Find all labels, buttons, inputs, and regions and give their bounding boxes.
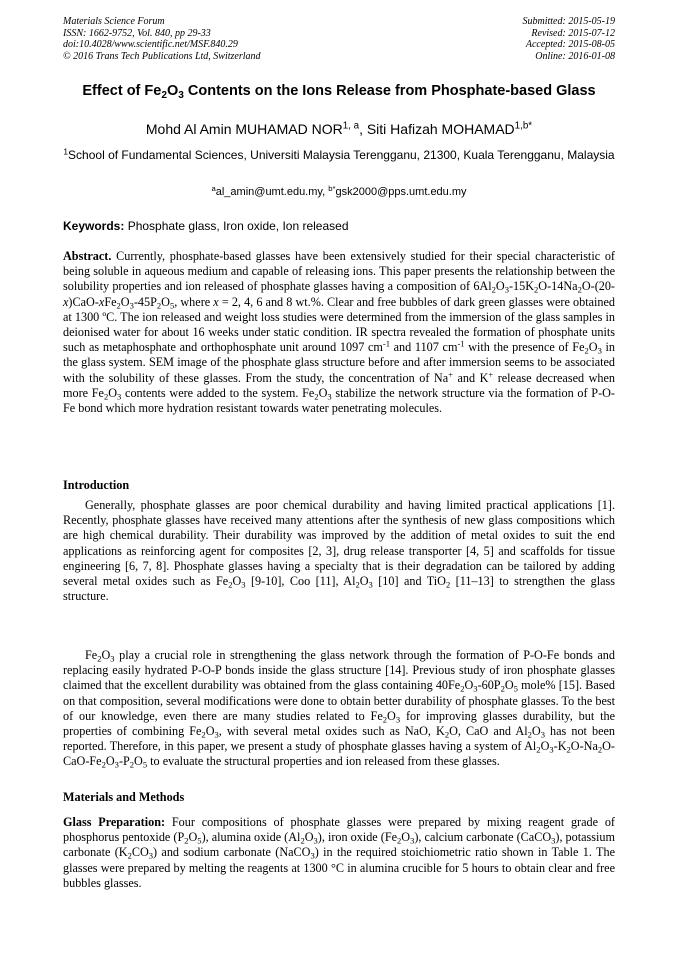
keywords-label: Keywords: [63,219,125,233]
abstract-label: Abstract. [63,249,112,263]
submitted-date: Submitted: 2015-05-19 [522,16,615,27]
issn: ISSN: 1662-9752, Vol. 840, pp 29-33 [63,27,211,39]
section-heading-methods: Materials and Methods [63,790,185,804]
accepted-date: Accepted: 2015-08-05 [525,39,615,50]
subsection-label: Glass Preparation: [63,815,166,829]
section-heading-introduction: Introduction [63,478,130,492]
methods-paragraph: Glass Preparation: Four compositions of phosphate glasses were prepared by mixing reagent grade of phosphorus pentoxide $(P_2O_5)$, alumina oxide $(Al_2O_3)$, iron oxide $(Fe_2O_3)$, calcium carbonate (CaCO$_3$), potassium carbonate $(K_2CO_3)$ and sodium carbonate (NaCO$_3$) in the required stoichiometric ratio shown in Table 1. The glasses were prepared by melting the reagents at 1300 °C in alumina crucible for 5 hours to obtain clear and free bubbles glasses. [63,815,616,890]
author-list: Mohd Al Amin MUHAMAD NOR$^{1, a}$, Siti Hafizah $MOHAMAD^{1,b*}$ [145,120,533,137]
journal-header-right [523,16,616,62]
journal-header-left [63,16,261,62]
abstract: Abstract. Currently, phosphate-based glasses have been extensively studied for their special characteristic of being soluble in aqueous medium and capable of releasing ions. This paper presents the relationship between the solubility properties and ion released of phosphate glasses having a composition of $6Al_2O_3-15K_2O-14Na_2O-(20-x)CaO-xFe_2O_3-45P_2O_5$, where x = 2, 4, 6 and 8 wt.%. Clear and free bubbles of dark green glasses were obtained at 1300 ºC. The ion released and weight loss studies were determined from the immersion of the glass samples in deionised water for about 16 weeks under static condition. IR spectra revealed the formation of phosphate units such as metaphosphate and orthophosphate unit around 1097 $cm^{-1}$ and 1107 $cm^{-1}$ with the presence of $Fe_2O_3$ in the glass system. SEM image of the phosphate glass structure before and after immersion seems to be associated with the solubility of these glasses. From the study, the concentration of Na+ and K+ release decreased when more $Fe_2O_3$ contents were added to the system. $Fe_2O_3$ stabilize the network structure via the formation of P-O-Fe bond which more hydration resistant towards water penetrating molecules. [63,249,615,416]
email-link[interactable]: al_amin@umt.edu.my [215,186,323,198]
introduction-paragraph: $Fe_2O_3$ play a crucial role in strengthening the glass network through the formation of P-O-Fe bonds and replacing easily hydrated P-O-P bonds inside the glass structure [14]. Previous study of iron phosphate glasses claimed that the excellent durability was obtained from the glass containing $40Fe_2O_3-60P_2O_5$ mole% [15]. Based on that composition, several modifications were done to obtain better durability of phosphate glasses. To the best of our knowledge, even there are many studies related to $Fe_2O_3$ for improving glasses durability, but the properties of combining $Fe_2O_3$, with several metal oxides such as NaO, $K_2O$, CaO and $Al_2O_3$ has not been reported. Therefore, in this paper, we present a study of phosphate glasses having a system of $Al_2O_3-K_2O-Na_2O-CaO-Fe_2O_3-P_2O_5$ to evaluate the structural properties and ion released from these glasses. [63,648,616,770]
revised-date: Revised: 2015-07-12 [531,27,615,39]
author-emails: $^a$al_amin@umt.edu.my, $^{b*}$gsk2000@pps.umt.edu.my [211,183,467,198]
journal-name: Materials Science Forum [63,16,165,27]
email-link[interactable]: gsk2000@pps.umt.edu.my [335,186,467,198]
affiliation: $^1$School of Fundamental Sciences, Universiti Malaysia Terengganu, 21300, Kuala Terengganu, Malaysia [63,146,615,162]
online-date: Online: 2016-01-08 [535,50,615,62]
paper-title: Effect of $Fe_2O_3$ Contents on the Ions Release from Phosphate-based Glass [82,83,596,102]
author-name: Siti Hafizah MOHAMAD [366,121,515,137]
keywords: Keywords: Phosphate glass, Iron oxide, Ion released [63,219,349,233]
introduction-paragraph: Generally, phosphate glasses are poor chemical durability and having limited practical applications [1]. Recently, phosphate glasses have received many attentions after the synthesis of new glass compositions which are high chemical durability. Their durability was improved by the addition of metal oxides to suit the end applications as reinforcing agent for composites [2, 3], drug release transporter [4, 5] and scaffolds for tissue engineering [6, 7, 8]. Phosphate glasses having a specialty that is their degradation can be tailored by adding several metal oxides such as $Fe_2O_3$ [9-10], Coo [11], $Al_2O_3$ [10] and TiO$_2$ [11–13] to strengthen the glass structure. [63,498,615,604]
doi: doi:10.4028/www.scientific.net/MSF.840.29 [63,39,238,50]
copyright: © 2016 Trans Tech Publications Ltd, Switzerland [63,50,261,62]
author-name: Mohd Al Amin MUHAMAD NOR [145,121,343,137]
